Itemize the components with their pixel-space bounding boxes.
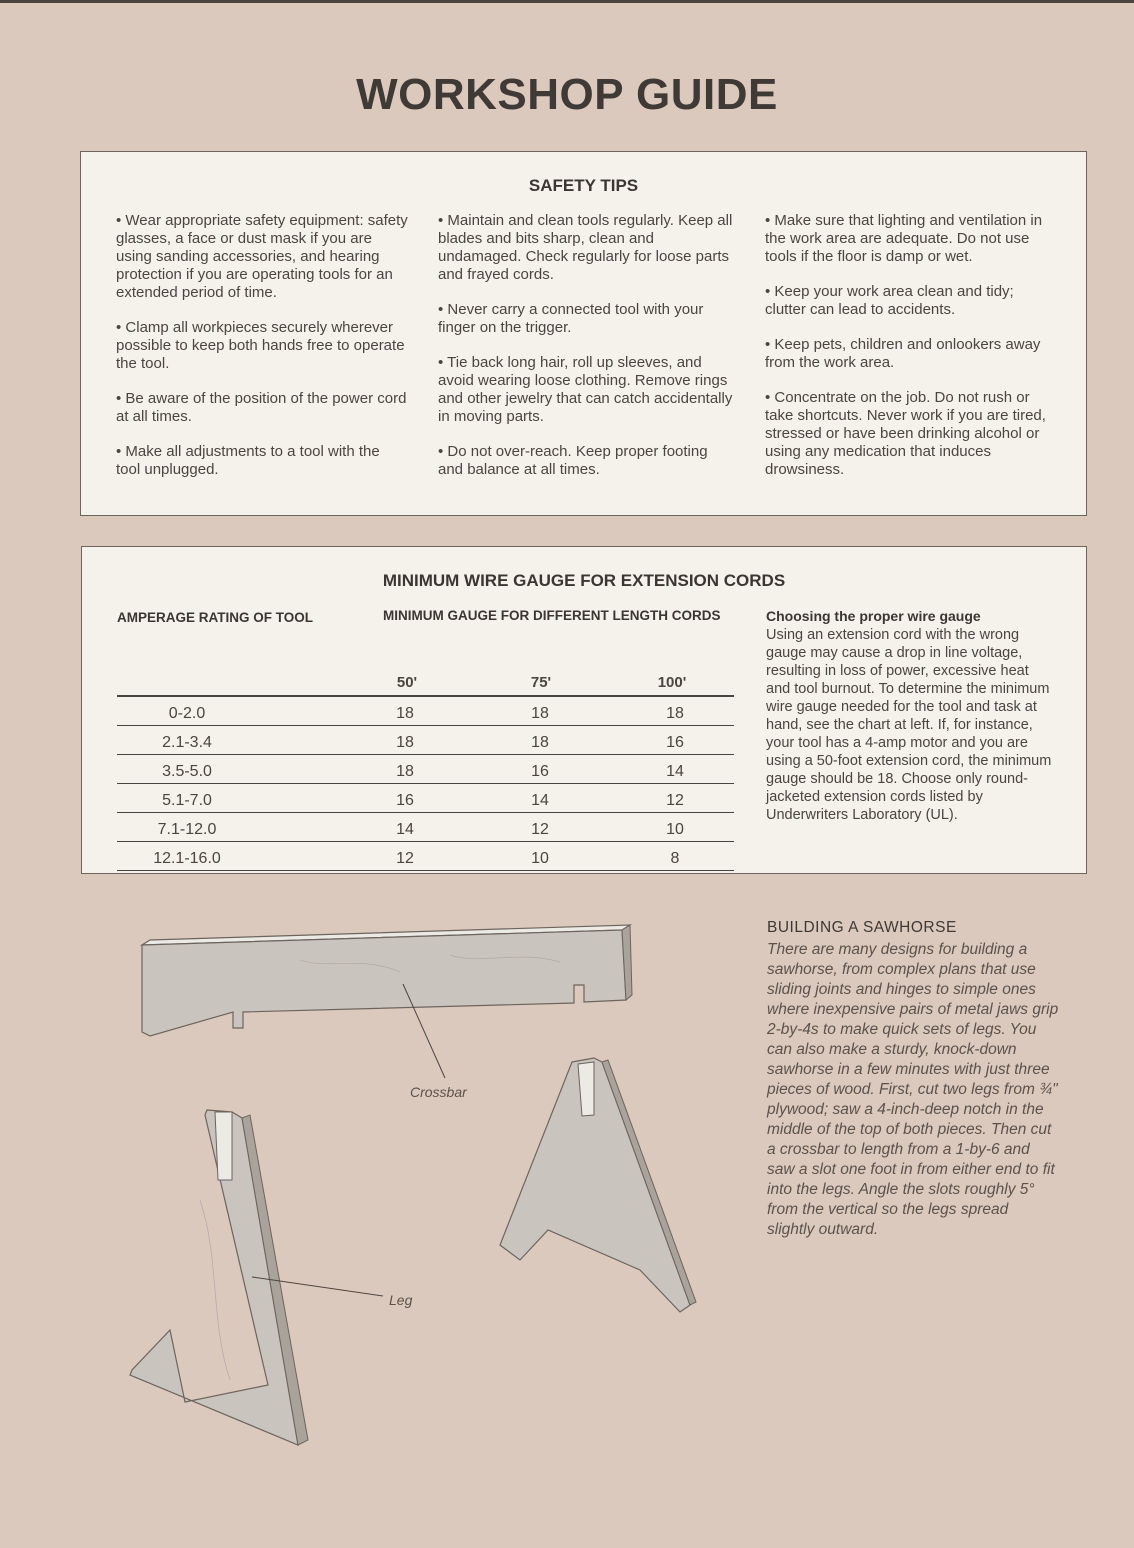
gauge-cell: 14	[396, 821, 414, 838]
gauge-cell: 16	[531, 763, 549, 780]
table-row	[117, 697, 734, 726]
gauge-cell: 16	[396, 792, 414, 809]
left-leg-drawing	[130, 1110, 308, 1445]
safety-tips-title: SAFETY TIPS	[528, 176, 639, 195]
gauge-cell: 8	[670, 850, 680, 867]
safety-column-2	[438, 212, 733, 496]
safety-column-3	[765, 212, 1050, 496]
gauge-cell: 12	[531, 821, 549, 838]
amperage-cell: 5.1-7.0	[162, 792, 212, 809]
table-row	[117, 784, 734, 813]
gauge-cell: 18	[666, 705, 684, 722]
crossbar-label: Crossbar	[410, 1084, 467, 1100]
table-row	[117, 755, 734, 784]
wire-gauge-title: MINIMUM WIRE GAUGE FOR EXTENSION CORDS	[382, 571, 786, 590]
wire-gauge-panel	[81, 546, 1087, 874]
safety-tip: • Clamp all workpieces securely wherever possible to keep both hands free to operate the tool.	[116, 319, 405, 372]
safety-tips-panel	[80, 151, 1087, 516]
note-title: Choosing the proper wire gauge	[766, 608, 981, 624]
gauge-cell: 18	[396, 763, 414, 780]
amperage-cell: 3.5-5.0	[162, 763, 212, 780]
table-row	[117, 842, 734, 871]
column-header-100ft: 100'	[657, 674, 687, 691]
top-rule	[0, 0, 1134, 3]
sawhorse-illustration	[0, 880, 760, 1480]
page-title: WORKSHOP GUIDE	[356, 70, 778, 119]
safety-tip: • Keep pets, children and onlookers away from the work area.	[765, 336, 1041, 371]
leg-label: Leg	[389, 1292, 413, 1308]
wire-gauge-note	[766, 607, 1056, 824]
gauge-cell: 18	[396, 705, 414, 722]
gauge-cell: 12	[396, 850, 414, 867]
gauge-cell: 10	[531, 850, 549, 867]
gauge-cell: 18	[531, 705, 549, 722]
safety-tip: • Never carry a connected tool with your finger on the trigger.	[438, 301, 704, 336]
amperage-cell: 12.1-16.0	[153, 850, 221, 867]
amperage-cell: 0-2.0	[168, 705, 206, 722]
amperage-cell: 7.1-12.0	[157, 821, 217, 838]
table-header-row	[117, 671, 734, 697]
column-header-75ft: 75'	[530, 674, 552, 691]
wire-gauge-table	[117, 671, 734, 871]
sawhorse-title: BUILDING A SAWHORSE	[767, 919, 957, 936]
safety-tip: • Concentrate on the job. Do not rush or take shortcuts. Never work if you are tired, stressed or have been drinking alcohol or using any medication that induces drowsiness.	[765, 389, 1046, 478]
safety-tip: • Make sure that lighting and ventilation in the work area are adequate. Do not use tools if the floor is damp or wet.	[765, 212, 1043, 265]
length-header: MINIMUM GAUGE FOR DIFFERENT LENGTH CORDS	[383, 608, 721, 623]
gauge-cell: 14	[531, 792, 549, 809]
right-leg-drawing	[500, 1058, 696, 1312]
safety-column-1	[116, 212, 408, 496]
crossbar-drawing	[142, 925, 632, 1036]
gauge-cell: 18	[396, 734, 414, 751]
safety-tip: • Tie back long hair, roll up sleeves, and avoid wearing loose clothing. Remove rings and other jewelry that can catch accidentally in moving parts.	[438, 354, 733, 425]
safety-tip: • Wear appropriate safety equipment: safety glasses, a face or dust mask if you are using sanding accessories, and hearing protection if you are operating tools for an extended period of time.	[116, 212, 408, 301]
safety-tip: • Make all adjustments to a tool with the tool unplugged.	[116, 443, 380, 478]
amperage-cell: 2.1-3.4	[162, 734, 212, 751]
safety-tip: • Do not over-reach. Keep proper footing and balance at all times.	[438, 443, 708, 478]
sawhorse-body: There are many designs for building a sawhorse, from complex plans that use sliding joints and hinges to simple ones where inexpensive pairs of metal jaws grip 2-by-4s to make quick sets of legs. You can also make a sturdy, knock-down sawhorse in a few minutes with just three pieces of wood. First, cut two legs from ¾" plywood; saw a 4-inch-deep notch in the middle of the top of both pieces. Then cut a crossbar to length from a 1-by-6 and saw a slot one foot in from either end to fit into the legs. Angle the slots roughly 5° from the vertical so the legs spread slightly outward.	[767, 941, 1059, 1238]
table-row	[117, 726, 734, 755]
safety-tip: • Be aware of the position of the power cord at all times.	[116, 390, 407, 425]
gauge-cell: 12	[666, 792, 684, 809]
column-header-50ft: 50'	[396, 674, 418, 691]
gauge-cell: 18	[531, 734, 549, 751]
note-body: Using an extension cord with the wrong gauge may cause a drop in line voltage, resulting in loss of power, excessive heat and tool burnout. To determine the minimum wire gauge needed for the tool and task at hand, see the chart at left. If, for instance, your tool has a 4-amp motor and you are using a 50-foot extension cord, the minimum gauge should be 18. Choose only round-jacketed extension cords listed by Underwriters Laboratory (UL).	[766, 627, 1052, 823]
gauge-cell: 16	[666, 734, 684, 751]
safety-tip: • Maintain and clean tools regularly. Keep all blades and bits sharp, clean and undamaged. Check regularly for loose parts and frayed cords.	[438, 212, 733, 283]
amperage-header: AMPERAGE RATING OF TOOL	[117, 610, 314, 625]
gauge-cell: 10	[666, 821, 684, 838]
table-row	[117, 813, 734, 842]
safety-tip: • Keep your work area clean and tidy; clutter can lead to accidents.	[765, 283, 1014, 318]
gauge-cell: 14	[666, 763, 684, 780]
